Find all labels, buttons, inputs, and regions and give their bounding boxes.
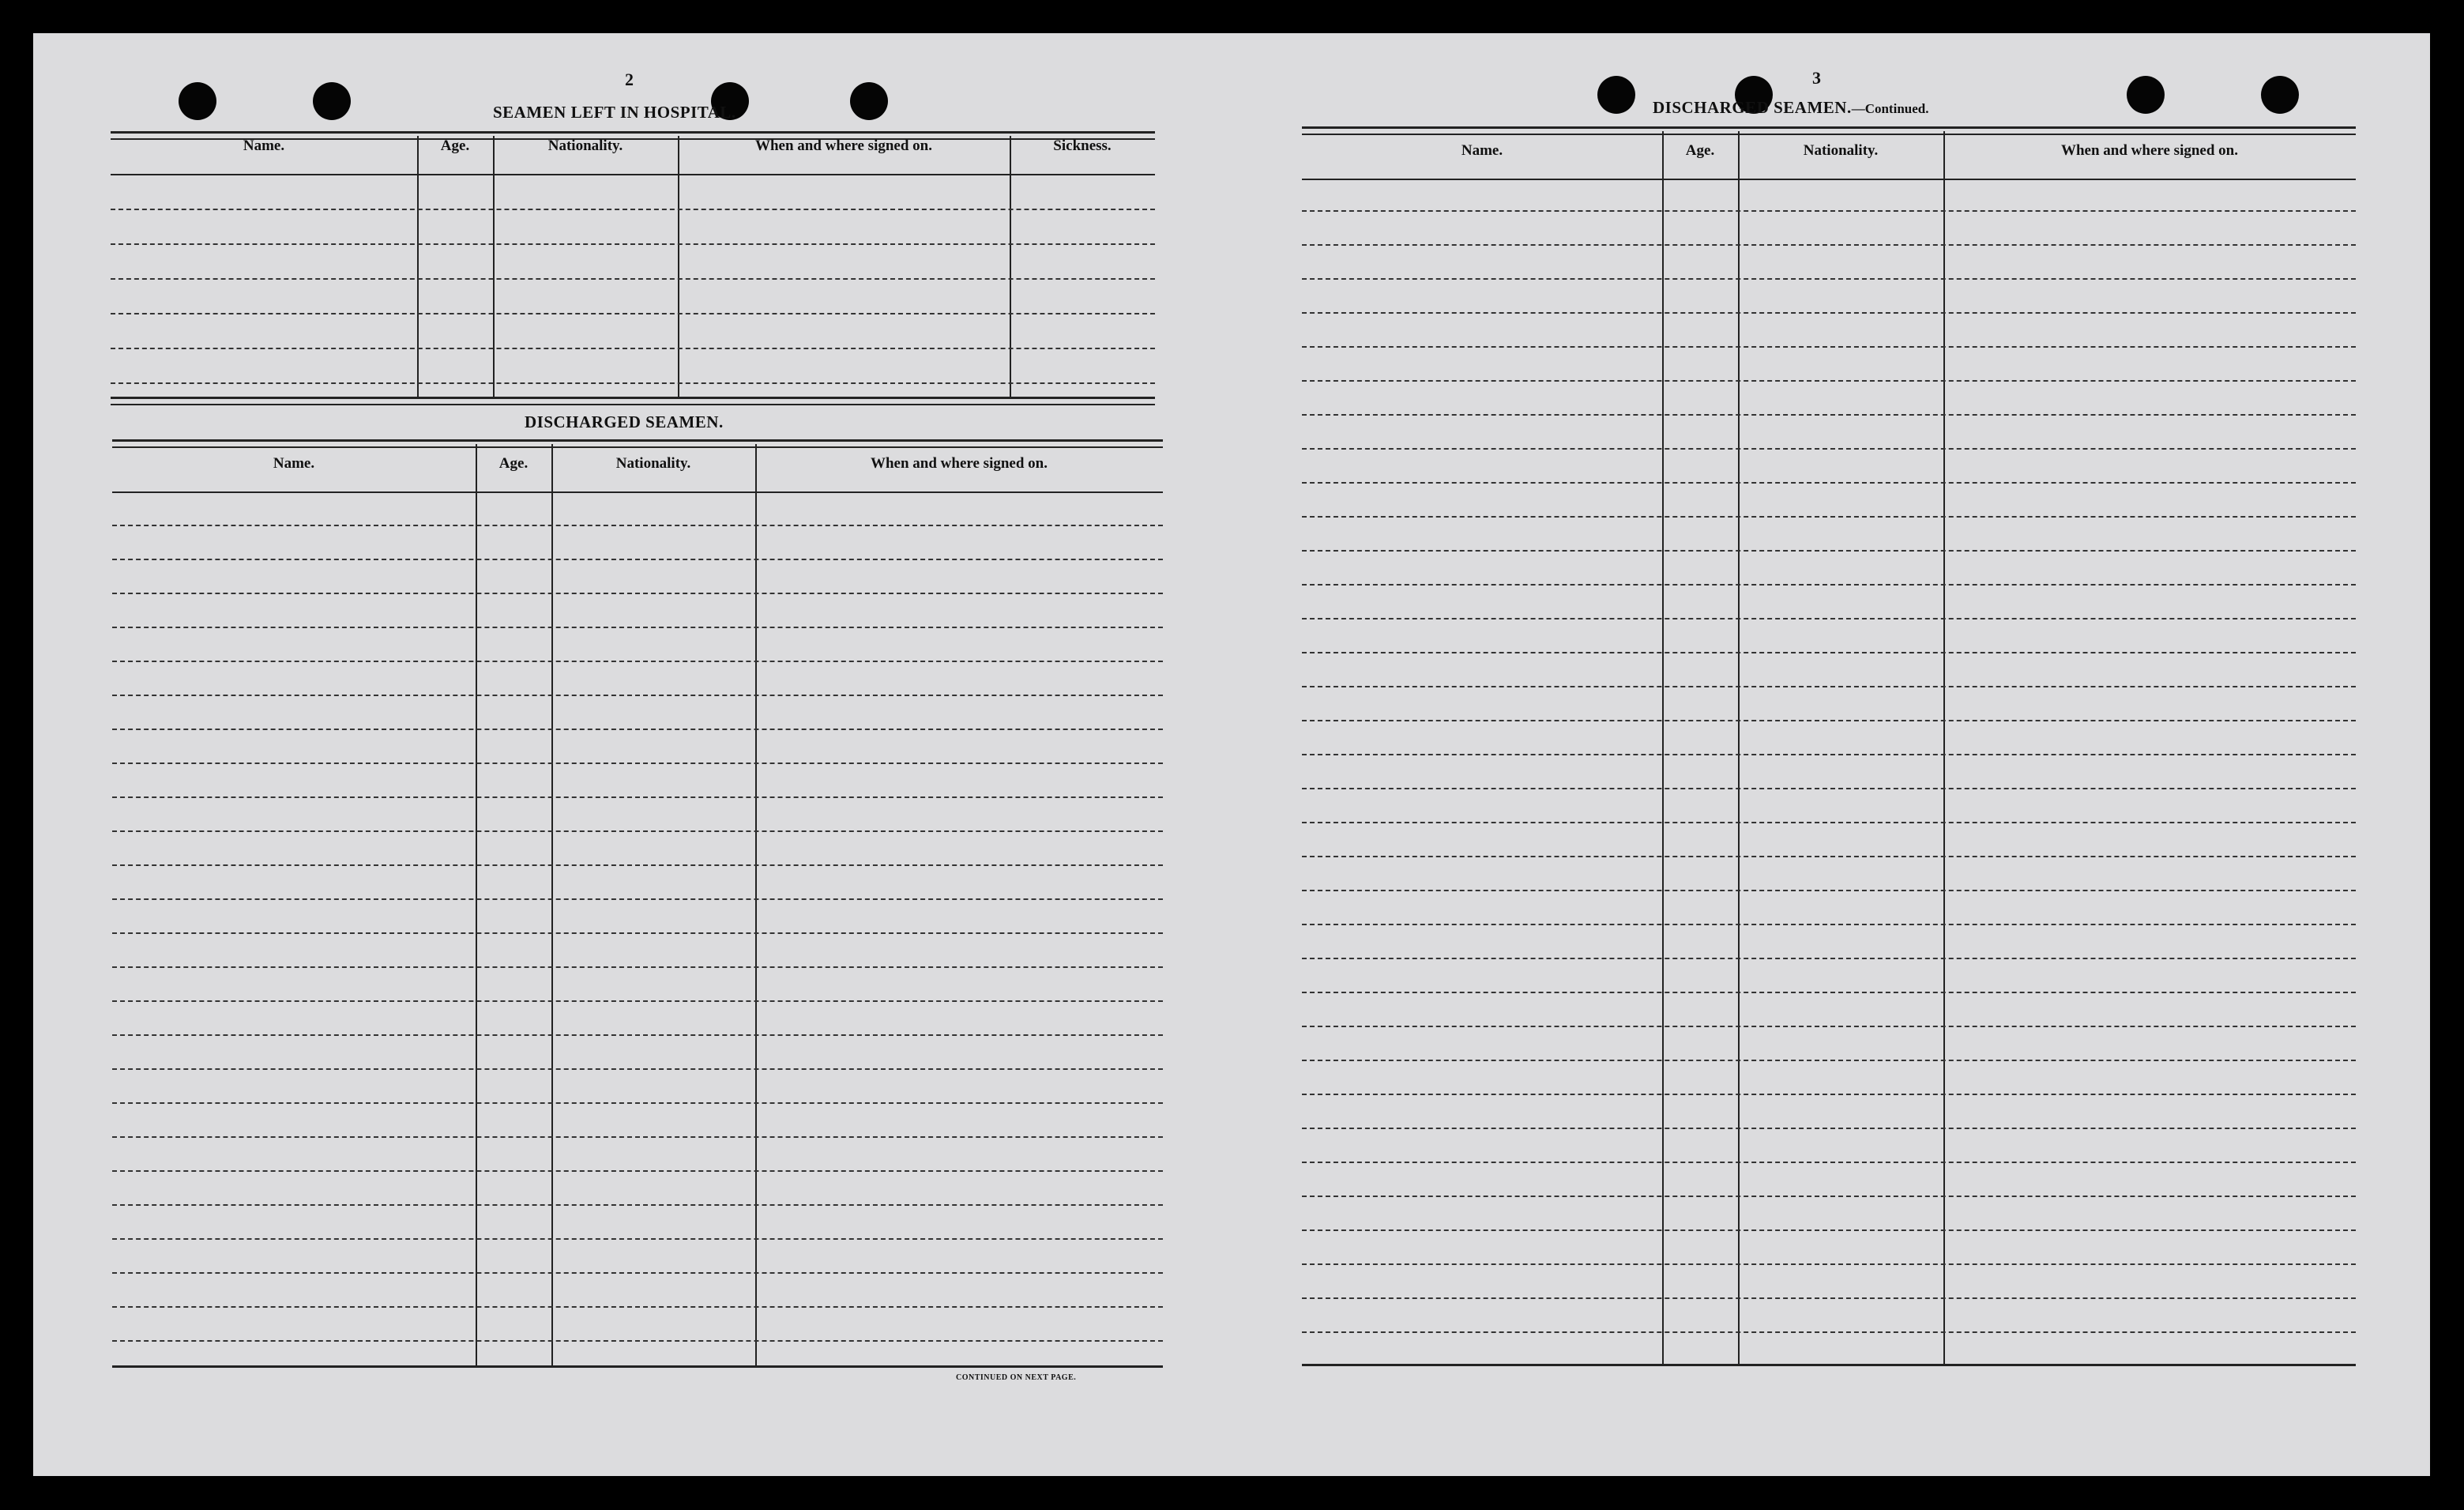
table-row (1302, 618, 2356, 619)
table-row (112, 763, 1163, 764)
column-header-age: Age. (440, 137, 470, 154)
table-row (112, 830, 1163, 832)
table-row (1302, 958, 2356, 959)
table-row (112, 661, 1163, 662)
table-row (1302, 924, 2356, 925)
table-row (1302, 686, 2356, 687)
punch-hole (313, 82, 351, 120)
table-row (112, 932, 1163, 934)
discharged-table-right (1302, 126, 2356, 1406)
hospital-section-title: SEAMEN LEFT IN HOSPITAL. (493, 103, 736, 122)
table-row (111, 313, 1155, 314)
column-header-nationality: Nationality. (615, 455, 691, 472)
table-top-rule (112, 439, 1163, 448)
column-header-name: Name. (1461, 142, 1503, 159)
table-row (112, 1238, 1163, 1240)
table-bottom-rule (111, 397, 1155, 405)
table-row (1302, 1196, 2356, 1197)
table-row (1302, 244, 2356, 246)
table-row (1302, 856, 2356, 857)
form-sheet (33, 33, 2430, 1476)
column-header-nationality: Nationality. (547, 137, 623, 154)
column-divider (755, 444, 757, 1365)
table-row (112, 1068, 1163, 1070)
table-row (1302, 278, 2356, 280)
table-row (1302, 380, 2356, 382)
column-header-age: Age. (1685, 142, 1715, 159)
table-row (112, 864, 1163, 866)
table-row (1302, 788, 2356, 789)
page-number: 2 (625, 70, 634, 89)
table-bottom-rule (1302, 1364, 2356, 1366)
table-row (1302, 822, 2356, 823)
table-row (1302, 584, 2356, 586)
column-header-signed-on: When and where signed on. (870, 455, 1048, 472)
table-row (112, 1340, 1163, 1342)
table-row (111, 382, 1155, 384)
table-row (1302, 448, 2356, 450)
table-top-rule (1302, 126, 2356, 135)
column-header-age: Age. (498, 455, 529, 472)
table-row (1302, 1297, 2356, 1299)
header-rule (111, 174, 1155, 175)
table-row (1302, 1331, 2356, 1333)
title-suffix: —Continued. (1851, 101, 1929, 116)
table-row (1302, 1026, 2356, 1027)
table-row (112, 627, 1163, 628)
column-divider (1943, 131, 1945, 1364)
table-row (112, 729, 1163, 730)
punch-hole (2261, 76, 2299, 114)
column-header-name: Name. (243, 137, 285, 154)
table-row (1302, 1162, 2356, 1163)
table-row (1302, 414, 2356, 416)
table-row (112, 593, 1163, 594)
table-row (1302, 1128, 2356, 1129)
table-row (112, 1034, 1163, 1036)
table-row (1302, 1229, 2356, 1231)
table-row (111, 348, 1155, 349)
column-divider (678, 136, 679, 397)
column-header-signed-on: When and where signed on. (2060, 142, 2238, 159)
table-row (112, 1102, 1163, 1104)
column-divider (1010, 136, 1011, 397)
hospital-table (111, 131, 1155, 433)
header-rule (1302, 179, 2356, 180)
table-row (1302, 720, 2356, 721)
title-main: DISCHARGED SEAMEN. (1653, 98, 1852, 117)
table-row (111, 278, 1155, 280)
table-row (1302, 482, 2356, 484)
table-row (1302, 1060, 2356, 1061)
table-row (1302, 1263, 2356, 1265)
table-row (1302, 550, 2356, 552)
table-row (111, 209, 1155, 210)
column-header-signed-on: When and where signed on. (754, 137, 932, 154)
table-row (112, 796, 1163, 798)
table-row (1302, 652, 2356, 653)
table-row (112, 695, 1163, 696)
table-row (112, 1204, 1163, 1206)
table-row (112, 525, 1163, 526)
punch-hole (2127, 76, 2165, 114)
table-row (1302, 516, 2356, 518)
discharged-table-left (112, 439, 1163, 1402)
table-row (112, 966, 1163, 968)
table-row (1302, 1094, 2356, 1095)
table-row (1302, 312, 2356, 314)
column-divider (1662, 131, 1664, 1364)
table-row (112, 1306, 1163, 1308)
table-bottom-rule (112, 1365, 1163, 1368)
table-row (1302, 992, 2356, 993)
column-header-sickness: Sickness. (1053, 137, 1112, 154)
table-row (1302, 210, 2356, 212)
table-row (112, 1272, 1163, 1274)
table-row (1302, 890, 2356, 891)
column-divider (493, 136, 495, 397)
column-divider (551, 444, 553, 1365)
header-rule (112, 491, 1163, 493)
punch-hole (850, 82, 888, 120)
table-row (112, 1170, 1163, 1172)
table-row (111, 243, 1155, 245)
column-divider (417, 136, 419, 397)
discharged-section-title: DISCHARGED SEAMEN. (525, 412, 724, 431)
table-row (1302, 754, 2356, 755)
table-row (1302, 346, 2356, 348)
table-row (112, 559, 1163, 560)
column-header-nationality: Nationality. (1803, 142, 1879, 159)
column-divider (1738, 131, 1740, 1364)
table-row (112, 1136, 1163, 1138)
discharged-continued-title (1653, 98, 1928, 118)
table-row (112, 1000, 1163, 1002)
punch-hole (1597, 76, 1635, 114)
punch-hole (179, 82, 216, 120)
column-header-name: Name. (273, 455, 315, 472)
table-row (112, 898, 1163, 900)
continued-note: CONTINUED ON NEXT PAGE. (956, 1373, 1077, 1382)
column-divider (476, 444, 477, 1365)
page-number: 3 (1812, 68, 1821, 88)
